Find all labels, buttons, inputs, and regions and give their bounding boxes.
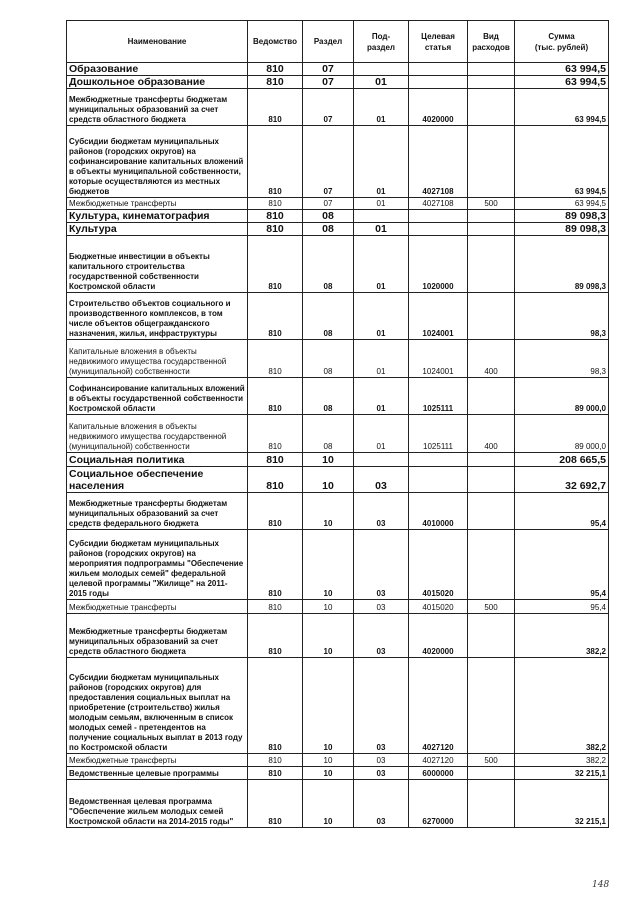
table-row	[67, 63, 609, 76]
cell-dept: 810	[248, 754, 303, 767]
cell-target: 4015020	[409, 600, 468, 614]
cell-name: Межбюджетные трансферты	[67, 754, 248, 767]
cell-sum: 98,3	[515, 293, 609, 340]
cell-exptype	[468, 530, 515, 600]
cell-subsection: 01	[354, 340, 409, 378]
cell-name: Строительство объектов социального и производственного комплексов, в том числе объектов общегражданского назначения, жилья, инфраструктуры	[67, 293, 248, 340]
cell-section: 08	[303, 340, 354, 378]
cell-target: 6000000	[409, 767, 468, 780]
cell-sum: 382,2	[515, 614, 609, 658]
cell-exptype	[468, 467, 515, 493]
cell-dept: 810	[248, 89, 303, 126]
cell-subsection	[354, 453, 409, 467]
cell-name: Бюджетные инвестиции в объекты капитального строительства государственной собственности Костромской области	[67, 236, 248, 293]
cell-name: Межбюджетные трансферты бюджетам муниципальных образований за счет средств областного бюджета	[67, 614, 248, 658]
cell-subsection: 03	[354, 767, 409, 780]
table-row	[67, 780, 609, 828]
cell-sum: 89 098,3	[515, 223, 609, 236]
cell-target: 1025111	[409, 378, 468, 415]
cell-dept: 810	[248, 223, 303, 236]
col-header-sum: Сумма (тыс. рублей)	[515, 21, 609, 63]
cell-target	[409, 210, 468, 223]
cell-target	[409, 453, 468, 467]
cell-dept: 810	[248, 210, 303, 223]
cell-section: 07	[303, 198, 354, 210]
cell-section: 10	[303, 754, 354, 767]
cell-target: 1024001	[409, 340, 468, 378]
cell-name: Межбюджетные трансферты бюджетам муниципальных образований за счет средств федерального бюджета	[67, 493, 248, 530]
cell-dept: 810	[248, 198, 303, 210]
cell-section: 10	[303, 658, 354, 754]
cell-section: 10	[303, 614, 354, 658]
cell-subsection: 01	[354, 236, 409, 293]
cell-name: Софинансирование капитальных вложений в объекты государственной собственности Костромской области	[67, 378, 248, 415]
col-header-name: Наименование	[67, 21, 248, 63]
cell-target: 1025111	[409, 415, 468, 453]
cell-section: 08	[303, 378, 354, 415]
cell-section: 10	[303, 600, 354, 614]
cell-name: Ведомственные целевые программы	[67, 767, 248, 780]
cell-sum: 63 994,5	[515, 89, 609, 126]
cell-target: 4027120	[409, 754, 468, 767]
cell-exptype	[468, 493, 515, 530]
cell-name: Капитальные вложения в объекты недвижимого имущества государственной (муниципальной) собственности	[67, 415, 248, 453]
table-row	[67, 223, 609, 236]
cell-dept: 810	[248, 63, 303, 76]
cell-dept: 810	[248, 415, 303, 453]
cell-exptype	[468, 210, 515, 223]
cell-subsection: 03	[354, 658, 409, 754]
cell-name: Субсидии бюджетам муниципальных районов (городских округов) на софинансирование капитальных вложений в объекты муниципальной собственности, которые осуществляются из местных бюджетов	[67, 126, 248, 198]
cell-sum: 95,4	[515, 530, 609, 600]
table-row	[67, 293, 609, 340]
cell-section: 10	[303, 453, 354, 467]
cell-sum: 89 000,0	[515, 415, 609, 453]
cell-dept: 810	[248, 614, 303, 658]
cell-exptype	[468, 780, 515, 828]
col-header-exptype: Вид расходов	[468, 21, 515, 63]
table-row	[67, 198, 609, 210]
cell-dept: 810	[248, 493, 303, 530]
cell-subsection: 03	[354, 467, 409, 493]
table-row	[67, 210, 609, 223]
cell-exptype	[468, 767, 515, 780]
cell-exptype	[468, 453, 515, 467]
cell-exptype	[468, 378, 515, 415]
cell-subsection: 01	[354, 223, 409, 236]
cell-sum: 98,3	[515, 340, 609, 378]
table-row	[67, 614, 609, 658]
cell-subsection: 01	[354, 198, 409, 210]
cell-exptype: 400	[468, 415, 515, 453]
cell-sum: 89 098,3	[515, 210, 609, 223]
cell-subsection: 01	[354, 415, 409, 453]
cell-dept: 810	[248, 453, 303, 467]
cell-exptype	[468, 236, 515, 293]
cell-sum: 63 994,5	[515, 126, 609, 198]
cell-dept: 810	[248, 658, 303, 754]
cell-section: 07	[303, 63, 354, 76]
cell-sum: 89 098,3	[515, 236, 609, 293]
cell-sum: 89 000,0	[515, 378, 609, 415]
cell-target: 4015020	[409, 530, 468, 600]
cell-name: Культура	[67, 223, 248, 236]
cell-target	[409, 76, 468, 89]
table-row	[67, 600, 609, 614]
cell-dept: 810	[248, 340, 303, 378]
header-row	[67, 21, 609, 63]
cell-dept: 810	[248, 378, 303, 415]
cell-target: 4027108	[409, 126, 468, 198]
cell-target: 6270000	[409, 780, 468, 828]
col-header-dept: Ведомство	[248, 21, 303, 63]
cell-target	[409, 223, 468, 236]
cell-exptype	[468, 293, 515, 340]
cell-sum: 95,4	[515, 493, 609, 530]
cell-subsection: 01	[354, 378, 409, 415]
cell-sum: 208 665,5	[515, 453, 609, 467]
table-row	[67, 767, 609, 780]
cell-exptype: 500	[468, 198, 515, 210]
col-header-subsection: Под- раздел	[354, 21, 409, 63]
page-number: 148	[592, 880, 610, 890]
budget-table	[66, 20, 609, 828]
cell-dept: 810	[248, 780, 303, 828]
cell-sum: 63 994,5	[515, 76, 609, 89]
cell-section: 07	[303, 89, 354, 126]
cell-subsection	[354, 210, 409, 223]
cell-target	[409, 63, 468, 76]
cell-section: 08	[303, 293, 354, 340]
cell-dept: 810	[248, 293, 303, 340]
cell-subsection: 01	[354, 89, 409, 126]
cell-exptype: 500	[468, 754, 515, 767]
cell-section: 08	[303, 415, 354, 453]
cell-section: 10	[303, 767, 354, 780]
cell-subsection: 03	[354, 600, 409, 614]
cell-name: Социальная политика	[67, 453, 248, 467]
cell-dept: 810	[248, 467, 303, 493]
cell-sum: 32 215,1	[515, 780, 609, 828]
table-row	[67, 378, 609, 415]
cell-exptype	[468, 63, 515, 76]
cell-section: 10	[303, 467, 354, 493]
table-row	[67, 126, 609, 198]
cell-subsection: 01	[354, 293, 409, 340]
cell-subsection: 03	[354, 754, 409, 767]
cell-subsection: 01	[354, 126, 409, 198]
cell-exptype: 400	[468, 340, 515, 378]
cell-subsection: 03	[354, 530, 409, 600]
cell-exptype	[468, 614, 515, 658]
cell-sum: 382,2	[515, 658, 609, 754]
cell-name: Межбюджетные трансферты бюджетам муниципальных образований за счет средств областного бюджета	[67, 89, 248, 126]
cell-dept: 810	[248, 600, 303, 614]
cell-sum: 382,2	[515, 754, 609, 767]
cell-section: 08	[303, 236, 354, 293]
cell-target: 4020000	[409, 89, 468, 126]
cell-name: Межбюджетные трансферты	[67, 198, 248, 210]
cell-target: 1020000	[409, 236, 468, 293]
cell-target	[409, 467, 468, 493]
cell-exptype	[468, 658, 515, 754]
cell-exptype	[468, 223, 515, 236]
table-row	[67, 754, 609, 767]
cell-sum: 63 994,5	[515, 198, 609, 210]
table-row	[67, 530, 609, 600]
cell-exptype: 500	[468, 600, 515, 614]
cell-name: Социальное обеспечение населения	[67, 467, 248, 493]
cell-name: Культура, кинематография	[67, 210, 248, 223]
cell-name: Дошкольное образование	[67, 76, 248, 89]
table-row	[67, 467, 609, 493]
cell-subsection: 03	[354, 780, 409, 828]
cell-name: Межбюджетные трансферты	[67, 600, 248, 614]
table-row	[67, 415, 609, 453]
table-row	[67, 76, 609, 89]
table-row	[67, 453, 609, 467]
cell-target: 4027108	[409, 198, 468, 210]
cell-sum: 63 994,5	[515, 63, 609, 76]
cell-dept: 810	[248, 767, 303, 780]
cell-subsection	[354, 63, 409, 76]
cell-exptype	[468, 89, 515, 126]
cell-section: 10	[303, 493, 354, 530]
table-row	[67, 340, 609, 378]
cell-target: 4010000	[409, 493, 468, 530]
col-header-target: Целевая статья	[409, 21, 468, 63]
cell-name: Субсидии бюджетам муниципальных районов (городских округов) на мероприятия подпрограммы "Обеспечение жильем молодых семей" федеральной целевой программы "Жилище" на 2011-2015 годы	[67, 530, 248, 600]
cell-subsection: 03	[354, 493, 409, 530]
cell-subsection: 01	[354, 76, 409, 89]
cell-section: 10	[303, 780, 354, 828]
cell-target: 4020000	[409, 614, 468, 658]
cell-name: Образование	[67, 63, 248, 76]
table-row	[67, 236, 609, 293]
cell-sum: 95,4	[515, 600, 609, 614]
cell-name: Капитальные вложения в объекты недвижимого имущества государственной (муниципальной) собственности	[67, 340, 248, 378]
table-row	[67, 493, 609, 530]
cell-section: 07	[303, 76, 354, 89]
cell-dept: 810	[248, 126, 303, 198]
cell-subsection: 03	[354, 614, 409, 658]
cell-name: Субсидии бюджетам муниципальных районов (городских округов) для предоставления социальных выплат на приобретение (строительство) жилья молодым семьям, включенным в список молодых семей - претендентов на получение социальных выплат в 2013 году по Костромской области	[67, 658, 248, 754]
cell-section: 08	[303, 223, 354, 236]
cell-dept: 810	[248, 236, 303, 293]
cell-target: 4027120	[409, 658, 468, 754]
table-row	[67, 658, 609, 754]
cell-section: 07	[303, 126, 354, 198]
cell-exptype	[468, 126, 515, 198]
cell-sum: 32 692,7	[515, 467, 609, 493]
cell-dept: 810	[248, 530, 303, 600]
cell-exptype	[468, 76, 515, 89]
cell-target: 1024001	[409, 293, 468, 340]
cell-name: Ведомственная целевая программа "Обеспечение жильем молодых семей Костромской области на 2014-2015 годы"	[67, 780, 248, 828]
cell-section: 08	[303, 210, 354, 223]
col-header-section: Раздел	[303, 21, 354, 63]
cell-sum: 32 215,1	[515, 767, 609, 780]
cell-section: 10	[303, 530, 354, 600]
table-row	[67, 89, 609, 126]
cell-dept: 810	[248, 76, 303, 89]
